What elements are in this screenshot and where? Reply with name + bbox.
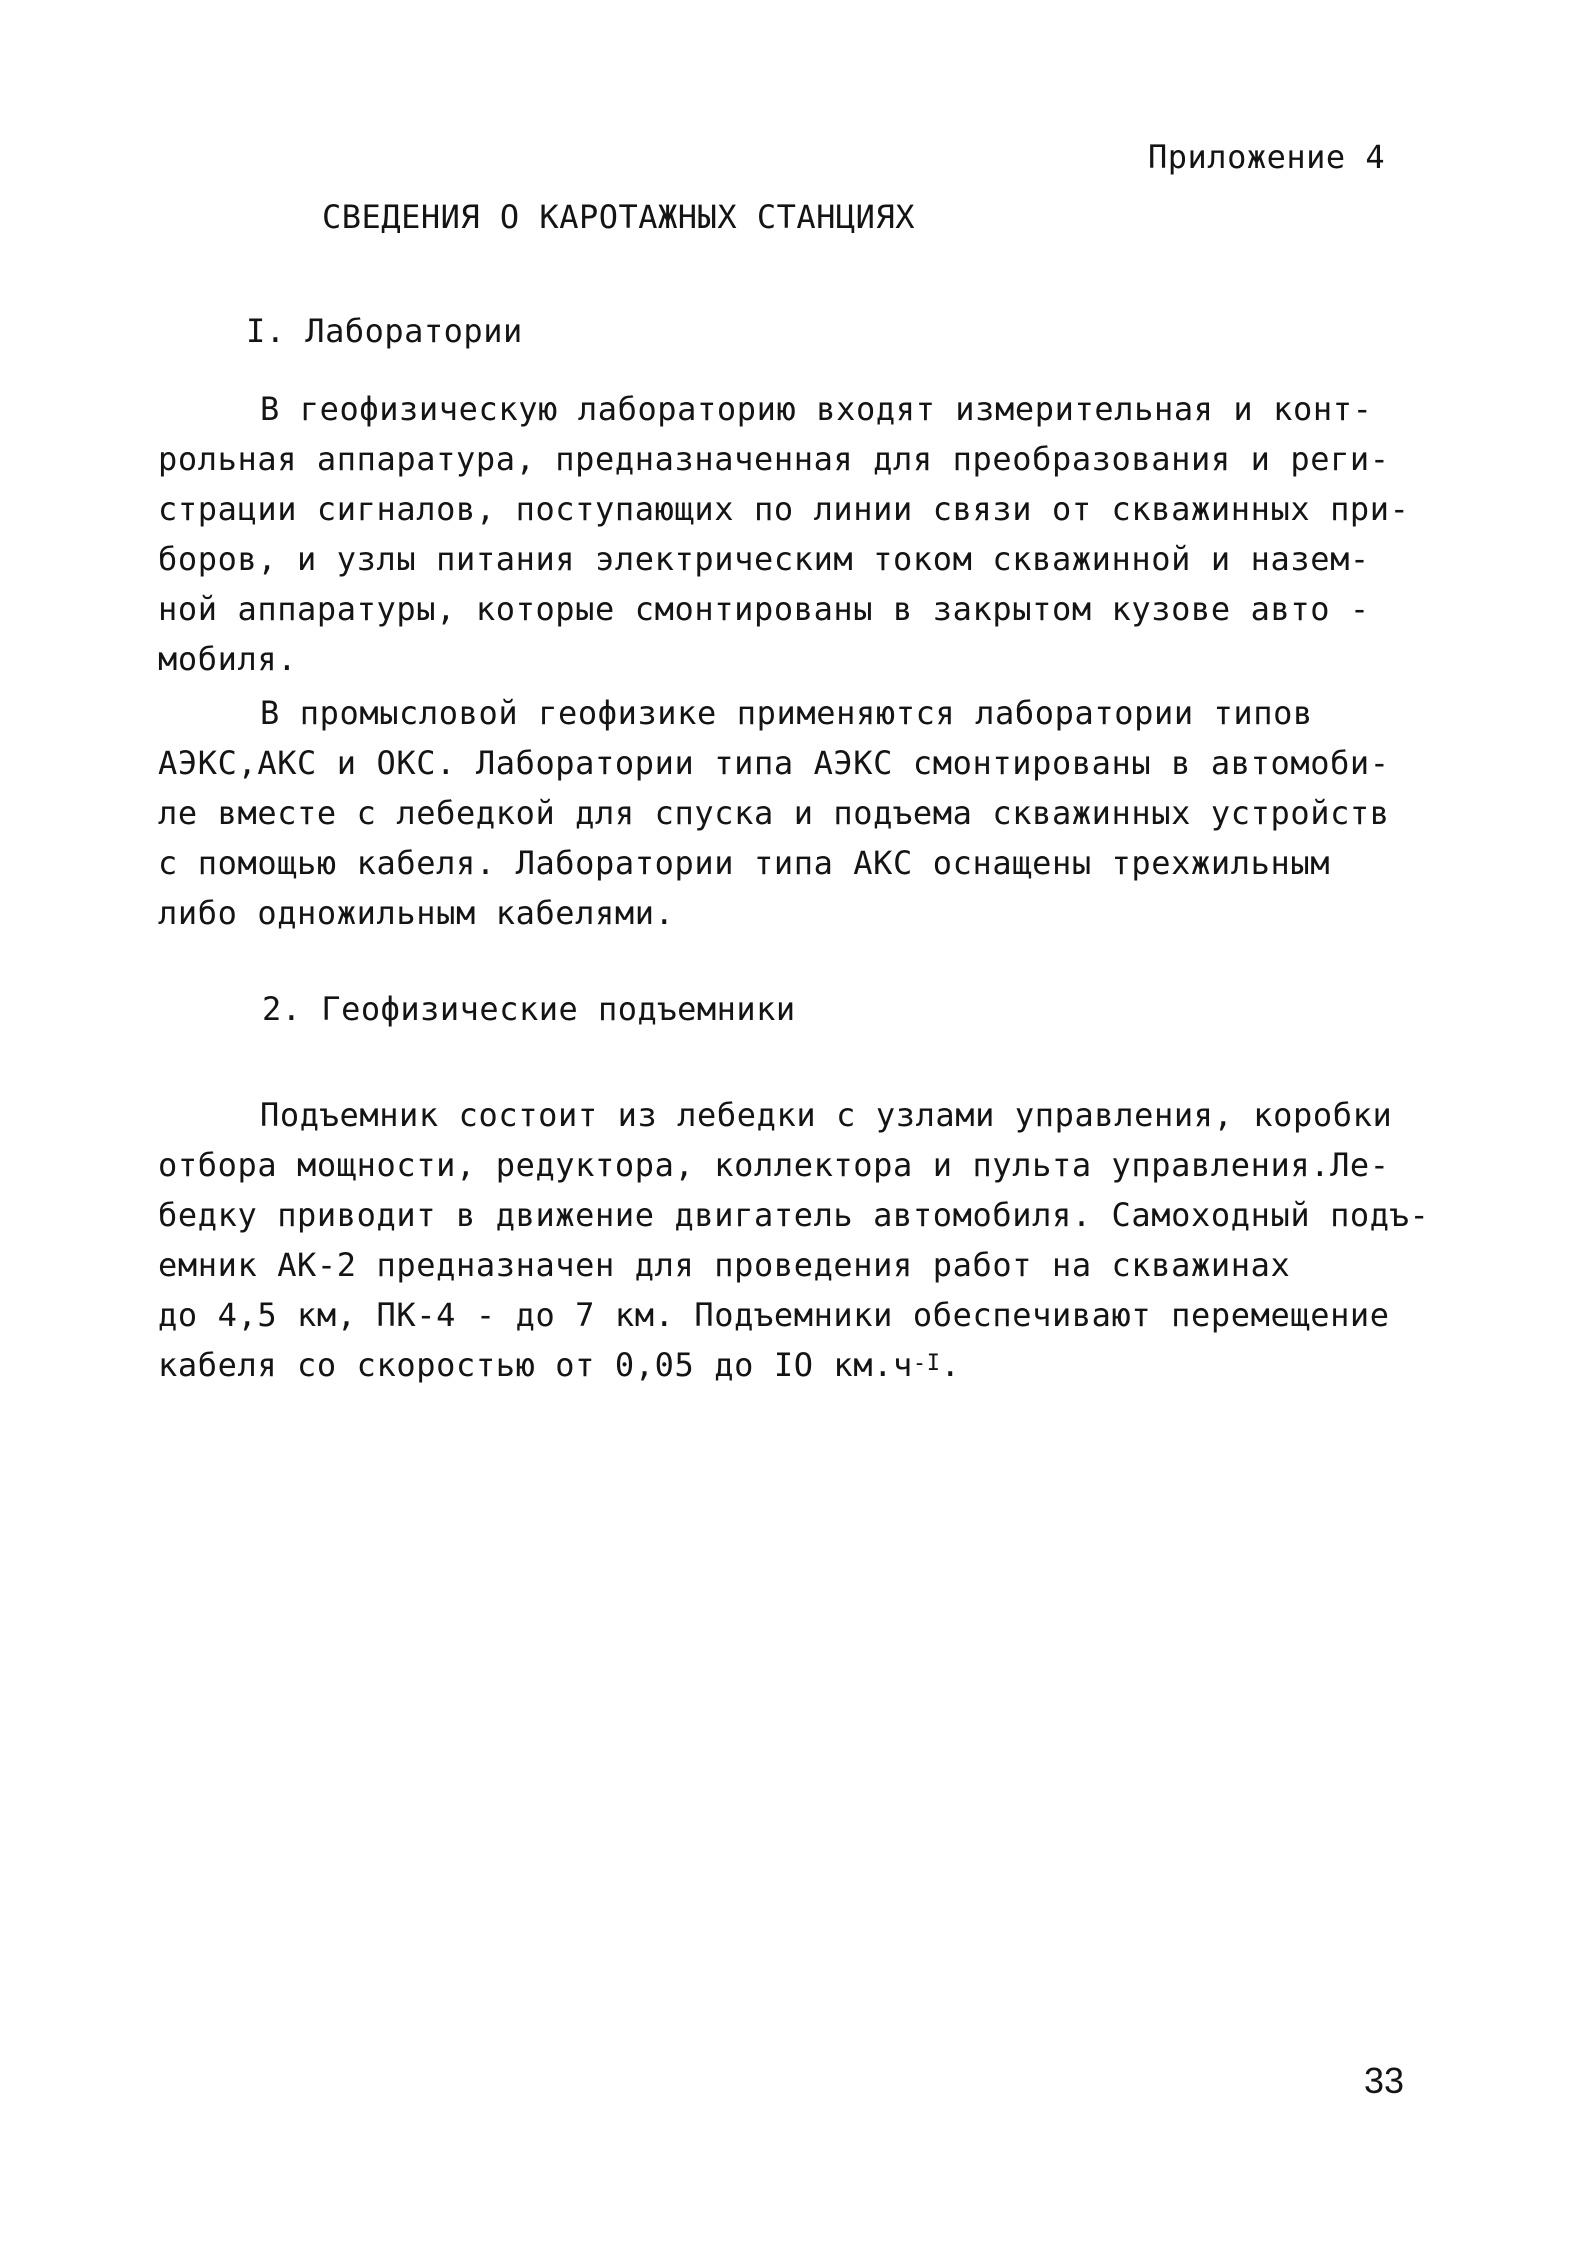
text-line: отбора мощности, редуктора, коллектора и пульта управления.Ле- [158,1146,1390,1184]
text-line: ле вместе с лебедкой для спуска и подъема скважинных устройств [158,794,1390,832]
last-line-end: . [940,1346,961,1384]
section-1-heading: I. Лаборатории [246,312,523,350]
text-line: до 4,5 км, ПК-4 - до 7 км. Подъемники обеспечивают перемещение [158,1296,1390,1334]
superscript-exponent: -I [912,1351,941,1376]
section-1-paragraph-2 [158,688,1390,938]
text-line: либо одножильным кабелями. [158,894,675,932]
page-number: 33 [1364,2060,1405,2101]
text-line-last [158,1340,1429,1395]
text-line: боров, и узлы питания электрическим током скважинной и назем- [158,540,1370,578]
appendix-label: Приложение 4 [1148,138,1386,176]
section-2-paragraph [158,1090,1429,1395]
text-line: емник АК-2 предназначен для проведения работ на скважинах [158,1246,1291,1284]
last-line-text: кабеля со скоростью от 0,05 до IO км.ч [158,1346,913,1384]
text-line: АЭКС,АКС и ОКС. Лаборатории типа АЭКС смонтированы в автомоби- [158,744,1390,782]
text-line: страции сигналов, поступающих по линии связи от скважинных при- [158,490,1410,528]
text-line: В геофизическую лабораторию входят измерительная и конт- [260,390,1373,428]
document-title: СВЕДЕНИЯ О КАРОТАЖНЫХ СТАНЦИЯХ [322,198,915,236]
text-line: Подъемник состоит из лебедки с узлами управления, коробки [260,1096,1393,1134]
section-2-heading: 2. Геофизические подъемники [262,990,796,1028]
text-line: мобиля. [158,640,298,678]
text-line: с помощью кабеля. Лаборатории типа АКС оснащены трехжильным [158,844,1331,882]
text-line: В промысловой геофизике применяются лаборатории типов [260,694,1313,732]
text-line: рольная аппаратура, предназначенная для преобразования и реги- [158,440,1390,478]
section-1-paragraph-1 [158,384,1410,684]
text-line: бедку приводит в движение двигатель автомобиля. Самоходный подъ- [158,1196,1430,1234]
text-line: ной аппаратуры, которые смонтированы в закрытом кузове авто - [158,590,1370,628]
